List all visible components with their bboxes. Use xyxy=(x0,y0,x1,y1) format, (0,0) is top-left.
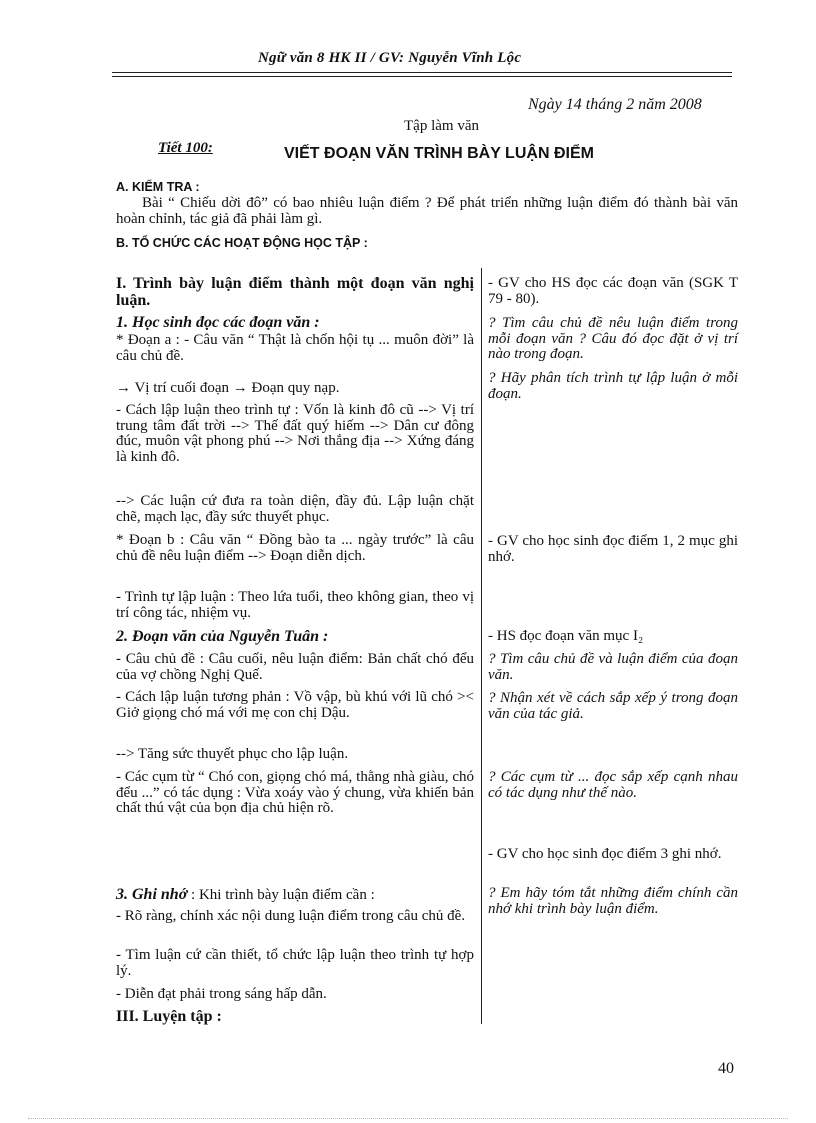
heading-3 xyxy=(116,886,474,904)
nguyen-tuan-effect: --> Tăng sức thuyết phục cho lập luận. xyxy=(116,746,349,762)
page-title: VIẾT ĐOẠN VĂN TRÌNH BÀY LUẬN ĐIỂM xyxy=(284,145,594,162)
memo-item-3: - Diễn đạt phải trong sáng hấp dẫn. xyxy=(116,986,327,1002)
question-6: ? Em hãy tóm tắt những điểm chính cần nhớ khi trình bày luận điểm. xyxy=(488,885,738,917)
check-question: Bài “ Chiếu dời đô” có bao nhiêu luận điểm ? Để phát triển những luận điểm đó thành bài văn hoàn chỉnh, tác giả đã phải làm gì. xyxy=(116,195,738,227)
heading-practice: III. Luyện tập : xyxy=(116,1008,222,1025)
nguyen-tuan-contrast: - Cách lập luận tương phản : Vồ vập, bù khú với lũ chó >< Giở giọng chó má với mẹ con chị Dậu. xyxy=(116,689,474,721)
teacher-note-2: - GV cho học sinh đọc điểm 1, 2 mục ghi nhớ. xyxy=(488,533,738,565)
memo-item-1: - Rõ ràng, chính xác nội dung luận điểm trong câu chủ đề. xyxy=(116,908,466,924)
question-1: ? Tìm câu chủ đề nêu luận điểm trong mỗi đoạn văn ? Câu đó đọc đặt ở vị trí nào trong đoạn. xyxy=(488,315,738,362)
header-rule xyxy=(112,72,732,73)
section-a-heading: A. KIỂM TRA : xyxy=(116,180,200,194)
heading-3-label: 3. Ghi nhớ xyxy=(116,886,188,903)
paragraph-a-position: → Vị trí cuối đoạn → Đoạn quy nạp. xyxy=(116,380,340,396)
column-divider xyxy=(481,268,482,1024)
page-header: Ngữ văn 8 HK II / GV: Nguyễn Vĩnh Lộc xyxy=(258,50,522,66)
heading-3-rest: : Khi trình bày luận điểm cần : xyxy=(187,887,375,903)
section-b-heading: B. TỔ CHỨC CÁC HOẠT ĐỘNG HỌC TẬP : xyxy=(116,236,368,250)
nguyen-tuan-phrases: - Các cụm từ “ Chó con, giọng chó má, thằng nhà giàu, chó đểu ...” có tác dụng : Vừa xoáy vào ý chung, vừa khiến bản chất thú vật của bọn địa chủ hiện rõ. xyxy=(116,769,474,816)
heading-1: I. Trình bày luận điểm thành một đoạn văn nghị luận. xyxy=(116,275,474,309)
paragraph-a-conclusion: --> Các luận cứ đưa ra toàn diện, đầy đủ. Lập luận chặt chẽ, mạch lạc, đầy sức thuyết phục. xyxy=(116,493,474,525)
heading-2: 2. Đoạn văn của Nguyễn Tuân : xyxy=(116,628,329,645)
question-3: ? Tìm câu chủ đề và luận điểm của đoạn văn. xyxy=(488,651,738,683)
question-5: ? Các cụm từ ... đọc sắp xếp cạnh nhau có tác dụng như thế nào. xyxy=(488,769,738,801)
lesson-number: Tiết 100: xyxy=(158,140,213,156)
teacher-note-3: - HS đọc đoạn văn mục I₂ xyxy=(488,628,644,644)
teacher-note-4: - GV cho học sinh đọc điểm 3 ghi nhớ. xyxy=(488,846,722,862)
heading-1-1: 1. Học sinh đọc các đoạn văn : xyxy=(116,314,320,331)
footer-dotted-line xyxy=(28,1118,788,1119)
memo-item-2: - Tìm luận cứ cần thiết, tổ chức lập luận theo trình tự hợp lý. xyxy=(116,947,474,979)
paragraph-b-order: - Trình tự lập luận : Theo lứa tuổi, theo không gian, theo vị trí công tác, nhiệm vụ. xyxy=(116,589,474,621)
paragraph-a-reasoning: - Cách lập luận theo trình tự : Vốn là kinh đô cũ --> Vị trí trung tâm đất trời --> Thế đất quý hiếm --> Dân cư đông đúc, muôn vật phong phú --> Nơi thắng địa --> Xứng đáng là kinh đô. xyxy=(116,402,474,465)
paragraph-b: * Đoạn b : Câu văn “ Đồng bào ta ... ngày trước” là câu chủ đề nêu luận điểm --> Đoạn diễn dịch. xyxy=(116,532,474,564)
teacher-note-1: - GV cho HS đọc các đoạn văn (SGK T 79 - 80). xyxy=(488,275,738,307)
page-number: 40 xyxy=(718,1060,734,1077)
question-2: ? Hãy phân tích trình tự lập luận ở mỗi đoạn. xyxy=(488,370,738,402)
subject-label: Tập làm văn xyxy=(404,118,479,134)
paragraph-a: * Đoạn a : - Câu văn “ Thật là chốn hội tụ ... muôn đời” là câu chủ đề. xyxy=(116,332,474,364)
lesson-date: Ngày 14 tháng 2 năm 2008 xyxy=(528,96,702,113)
header-rule-thin xyxy=(112,76,732,77)
nguyen-tuan-topic: - Câu chủ đề : Câu cuối, nêu luận điểm: Bản chất chó đểu của vợ chồng Nghị Quế. xyxy=(116,651,474,683)
question-4: ? Nhận xét về cách sắp xếp ý trong đoạn văn của tác giả. xyxy=(488,690,738,722)
